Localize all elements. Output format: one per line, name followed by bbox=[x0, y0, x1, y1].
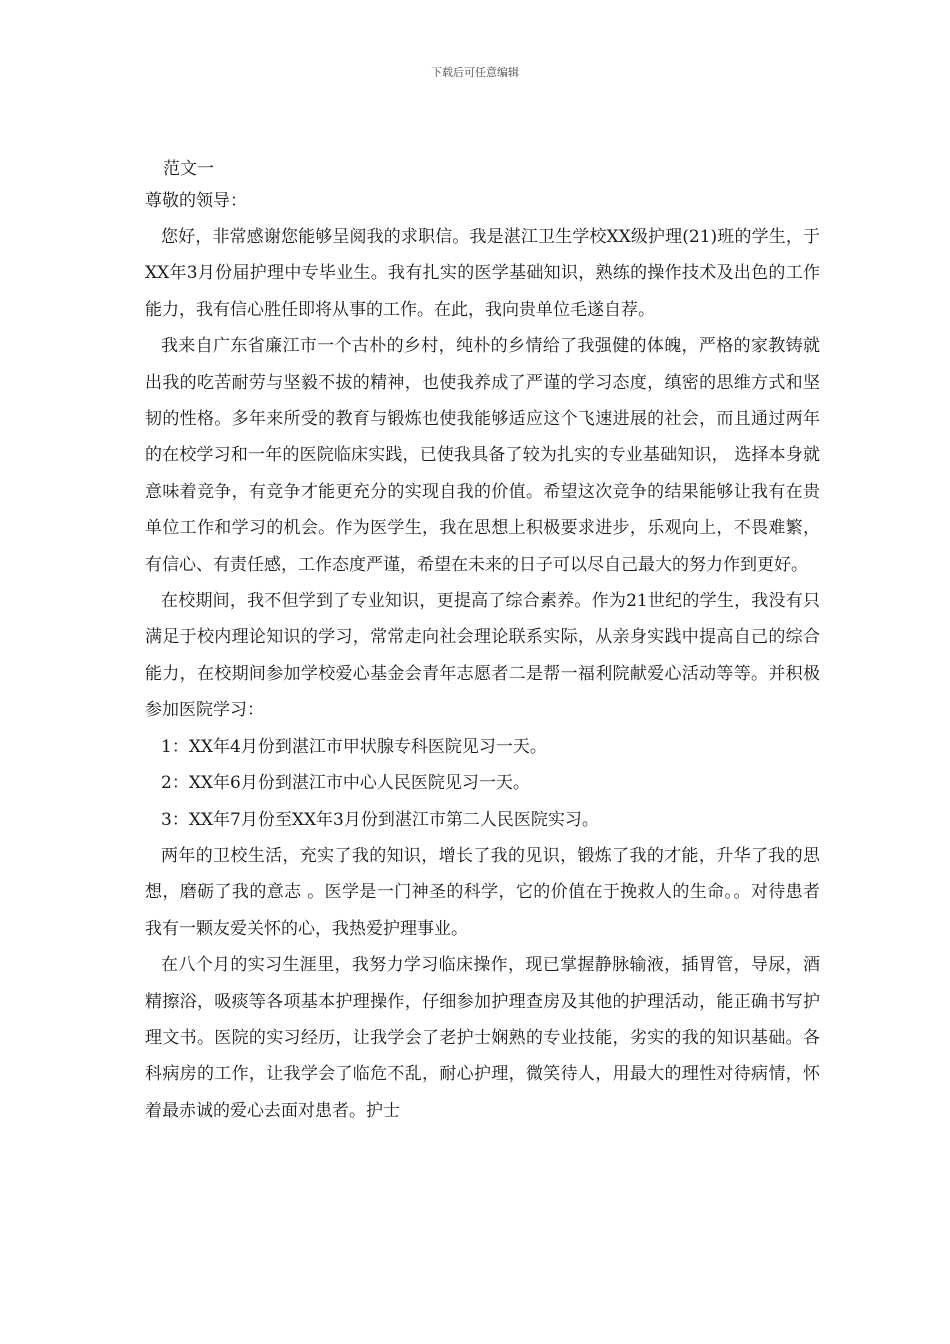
paragraph: 我来自广东省廉江市一个古朴的乡村，纯朴的乡情给了我强健的体魄，严格的家教铸就出我的吃苦耐劳与坚毅不拔的精神，也使我养成了严谨的学习态度，缜密的思维方式和坚韧的性格。多年来所受的教育与锻炼也使我能够适应这个飞速进展的社会，而且通过两年的在校学习和一年的医院临床实践，已使我具备了较为扎实的专业基础知识， 选择本身就意味着竞争，有竞争才能更充分的实现自我的价值。希望这次竞争的结果能够让我有在贵单位工作和学习的机会。作为医学生，我在思想上积极要求进步，乐观向上，不畏难繁，有信心、有责任感，工作态度严谨，希望在未来的日子可以尽自己最大的努力作到更好。 bbox=[145, 336, 820, 575]
list-item: 1：XX年4月份到湛江市甲状腺专科医院见习一天。 bbox=[161, 736, 547, 757]
paragraph: 两年的卫校生活，充实了我的知识，增长了我的见识，锻炼了我的才能，升华了我的思想，磨砺了我的意志 。医学是一门神圣的科学，它的价值在于挽救人的生命。。对待患者我有一颗友爱关怀的心，我热爱护理事业。 bbox=[145, 845, 820, 939]
paragraph: 您好，非常感谢您能够呈阅我的求职信。我是湛江卫生学校XX级护理(21)班的学生，于XX年3月份届护理中专毕业生。我有扎实的医学基础知识，熟练的操作技术及出色的工作能力，我有信心胜任即将从事的工作。在此，我向贵单位毛遂自荐。 bbox=[145, 227, 820, 320]
list-item: 3：XX年7月份至XX年3月份到湛江市第二人民医院实习。 bbox=[161, 809, 599, 830]
paragraph: 在校期间，我不但学到了专业知识，更提高了综合素养。作为21世纪的学生，我没有只满足于校内理论知识的学习，常常走向社会理论联系实际，从亲身实践中提高自己的综合能力，在校期间参加学校爱心基金会青年志愿者二是帮一福利院献爱心活动等等。并积极参加医院学习： bbox=[145, 591, 820, 721]
salutation: 尊敬的领导： bbox=[145, 191, 247, 211]
letter-body bbox=[145, 155, 820, 1129]
document-title: 范文一 bbox=[163, 159, 214, 179]
header-note: 下载后可任意编辑 bbox=[431, 66, 519, 79]
list-item: 2：XX年6月份到湛江市中心人民医院见习一天。 bbox=[161, 773, 530, 794]
paragraph: 在八个月的实习生涯里，我努力学习临床操作，现已掌握静脉输液，插胃管，导尿，酒精擦浴，吸痰等各项基本护理操作，仔细参加护理查房及其他的护理活动，能正确书写护理文书。医院的实习经历，让我学会了老护士娴熟的专业技能，劣实的我的知识基础。各科病房的工作，让我学会了临危不乱，耐心护理，微笑待人，用最大的理性对待病情，怀着最赤诚的爱心去面对患者。护士 bbox=[145, 955, 820, 1121]
